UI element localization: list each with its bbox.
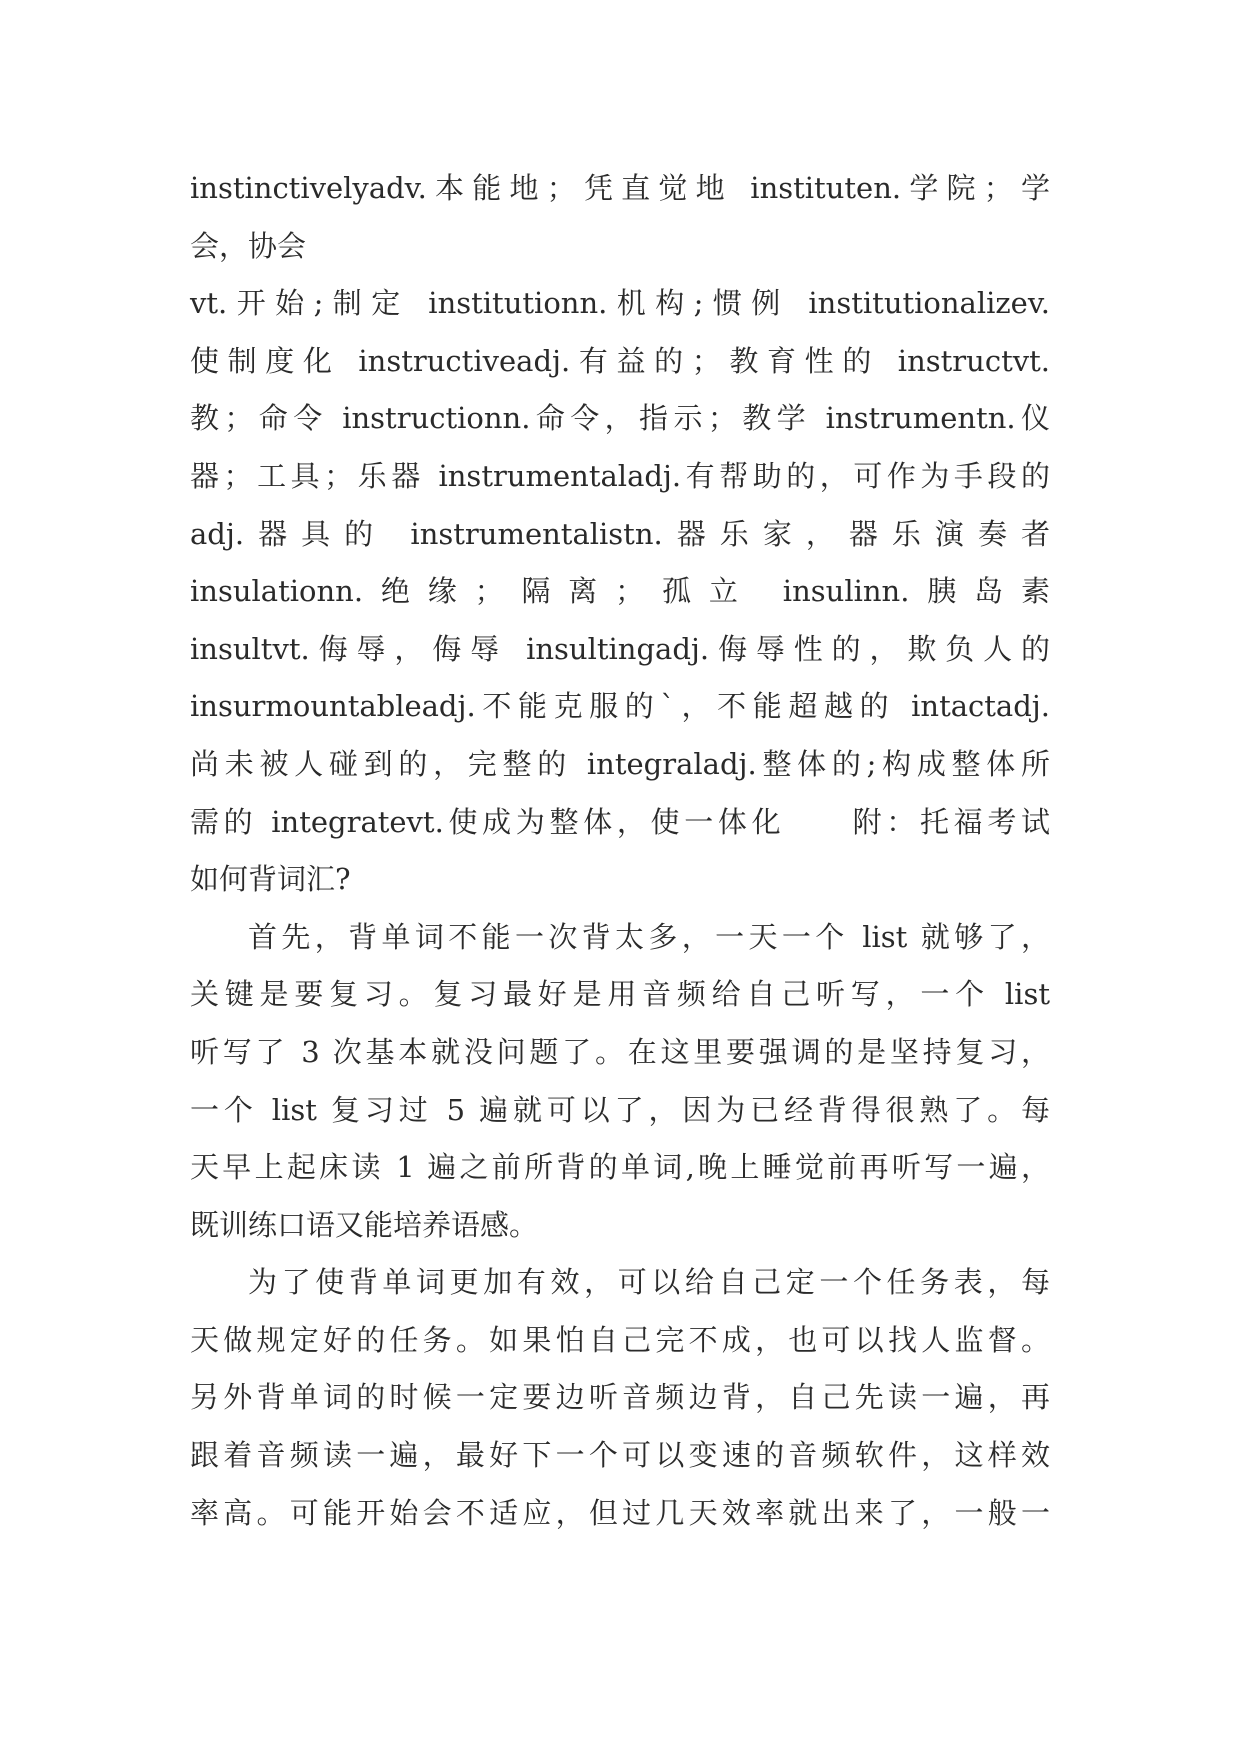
vocab-line: 会，协会 [190, 228, 307, 263]
paragraph-line: 率高。可能开始会不适应，但过几天效率就出来了，一般一 [190, 1495, 1050, 1530]
vocab-line: insultvt.侮辱，侮辱 insultingadj.侮辱性的，欺负人的 [190, 631, 1050, 666]
paragraph-line: 关键是要复习。复习最好是用音频给自己听写，一个 list [190, 977, 1050, 1012]
vocab-line: 尚未被人碰到的，完整的 integraladj.整体的;构成整体所 [190, 746, 1050, 781]
vocab-line: insurmountableadj.不能克服的`，不能超越的 intactadj. [190, 689, 1050, 724]
paragraph-line: 既训练口语又能培养语感。 [190, 1207, 539, 1242]
vocab-line: adj.器具的 instrumentalistn.器乐家，器乐演奏者 [190, 516, 1050, 551]
vocab-line: instinctivelyadv.本能地；凭直觉地 instituten.学院；学 [190, 171, 1050, 205]
vocab-line: 需的 integratevt.使成为整体，使一体化 附：托福考试 [190, 804, 1050, 839]
document-body [190, 160, 1050, 1542]
vocab-line: 如何背词汇? [190, 862, 351, 897]
paragraph-review-method [190, 909, 1050, 1255]
vocab-line: 使制度化 instructiveadj.有益的；教育性的 instructvt. [190, 343, 1050, 378]
paragraph-line: 为了使背单词更加有效，可以给自己定一个任务表，每 [248, 1265, 1050, 1300]
paragraph-line: 另外背单词的时候一定要边听音频边背，自己先读一遍，再 [190, 1380, 1050, 1415]
paragraph-line: 天做规定好的任务。如果怕自己完不成，也可以找人监督。 [190, 1322, 1050, 1357]
vocab-line: 器；工具；乐器 instrumentaladj.有帮助的，可作为手段的 [190, 458, 1050, 493]
paragraph-line: 首先，背单词不能一次背太多，一天一个 list 就够了， [248, 919, 1050, 954]
paragraph-line: 跟着音频读一遍，最好下一个可以变速的音频软件，这样效 [190, 1438, 1050, 1473]
vocab-line: insulationn.绝缘；隔离；孤立 insulinn.胰岛素 [190, 574, 1050, 609]
vocab-line: vt.开始;制定 institutionn.机构;惯例 institutionalizev. [190, 286, 1050, 321]
vocabulary-list [190, 160, 1050, 909]
paragraph-line: 天早上起床读 1 遍之前所背的单词,晚上睡觉前再听写一遍， [190, 1150, 1050, 1185]
paragraph-task-plan [190, 1254, 1050, 1542]
vocab-line: 教；命令 instructionn.命令，指示；教学 instrumentn.仪 [190, 401, 1050, 436]
paragraph-line: 一个 list 复习过 5 遍就可以了，因为已经背得很熟了。每 [190, 1092, 1050, 1127]
paragraph-line: 听写了 3 次基本就没问题了。在这里要强调的是坚持复习， [190, 1034, 1050, 1069]
